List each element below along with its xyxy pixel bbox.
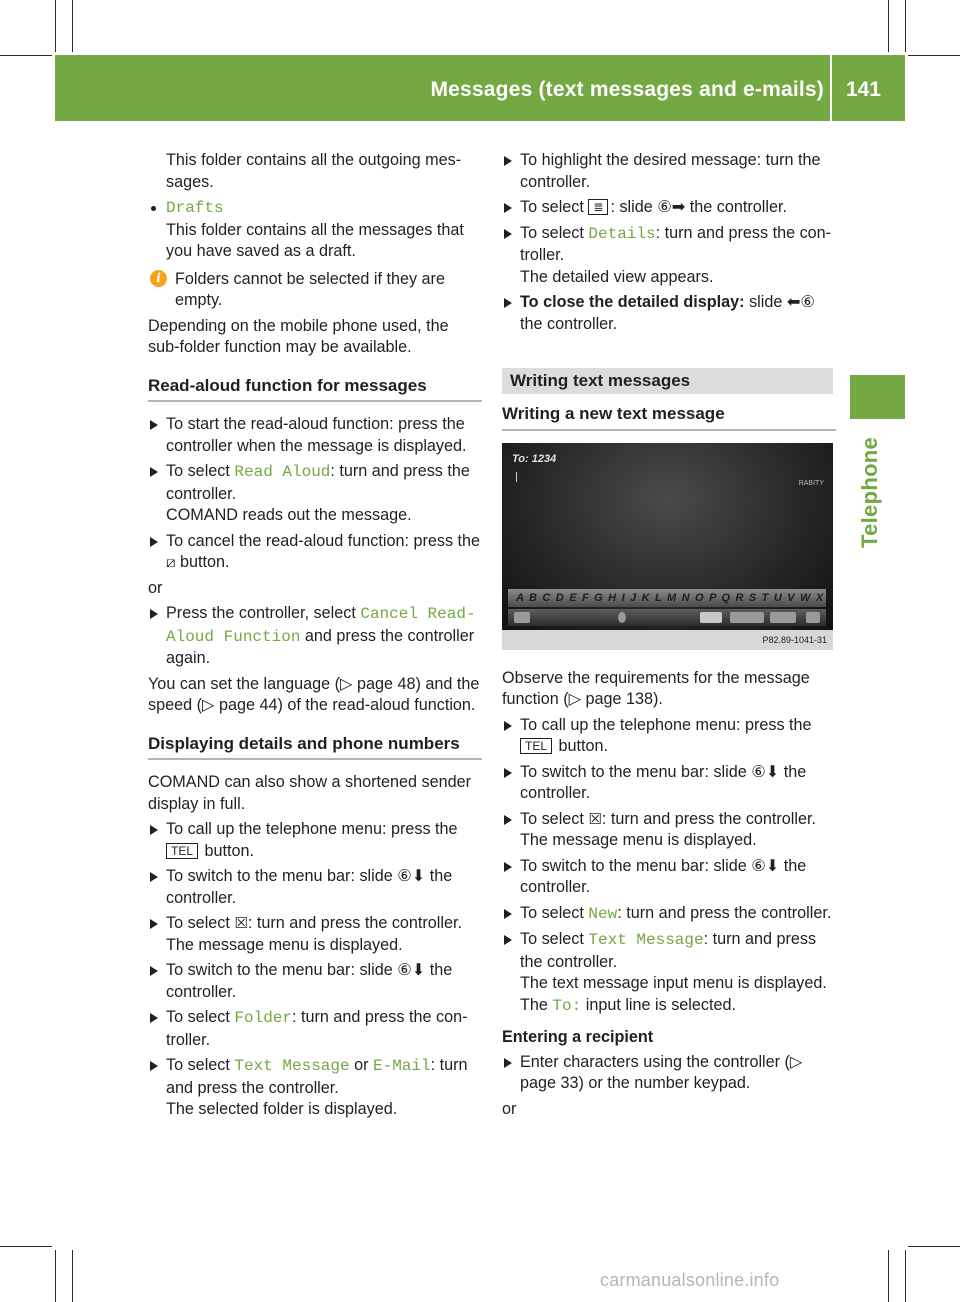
comand-screen-image bbox=[502, 443, 833, 650]
list-icon: ≣ bbox=[588, 199, 608, 215]
note-text: Folders cannot be selected if they are empty. bbox=[175, 269, 445, 309]
chapter-tab bbox=[850, 375, 905, 419]
crop-mark bbox=[72, 0, 73, 52]
step: To select ☒: turn and press the controller. The message menu is displayed. bbox=[502, 809, 836, 852]
step: To switch to the menu bar: slide ⑥⬇ the controller. bbox=[148, 866, 482, 909]
crop-mark bbox=[905, 0, 906, 52]
screen-cursor bbox=[516, 472, 517, 482]
drafts-description: This folder contains all the messages that you have saved as a draft. bbox=[166, 220, 464, 260]
tel-key-icon: TEL bbox=[166, 843, 198, 859]
header-divider bbox=[830, 55, 832, 121]
language-text: You can set the language (▷ page 48) and the speed (▷ page 44) of the read-aloud function. bbox=[148, 674, 480, 714]
crop-mark bbox=[0, 1246, 52, 1247]
menu-item-folder: Folder bbox=[234, 1009, 292, 1027]
step: To select Read Aloud: turn and press the controller. COMAND reads out the message. bbox=[148, 461, 482, 527]
envelope-icon: ☒ bbox=[588, 809, 602, 828]
screen-display bbox=[502, 443, 833, 630]
crop-mark bbox=[908, 1246, 960, 1247]
watermark: carmanualsonline.info bbox=[600, 1270, 780, 1290]
outbox-description: This folder contains all the outgoing mes-sages. bbox=[166, 151, 462, 191]
step: To select Folder: turn and press the con-troller. bbox=[148, 1007, 482, 1051]
step: To select Text Message: turn and press the controller. The text message input menu is displayed. The To: input line is selected. bbox=[502, 929, 836, 1017]
step: Enter characters using the controller (▷ page 33) or the number keypad. bbox=[502, 1052, 836, 1095]
step-result: COMAND reads out the message. bbox=[166, 506, 412, 524]
crop-mark bbox=[888, 0, 889, 52]
header-title: Messages (text messages and e-mails) bbox=[430, 78, 824, 101]
subfolder-text: Depending on the mobile phone used, the sub-folder function may be available. bbox=[148, 316, 449, 356]
crop-mark bbox=[0, 55, 52, 56]
crop-mark bbox=[55, 1250, 56, 1302]
envelope-icon: ☒ bbox=[234, 914, 248, 932]
info-icon: i bbox=[150, 270, 167, 287]
menu-item-email: E-Mail bbox=[373, 1057, 431, 1075]
menu-item-text-message: Text Message bbox=[588, 931, 704, 949]
crop-mark bbox=[905, 1250, 906, 1302]
screen-bar-item bbox=[806, 612, 820, 623]
step: To select Details: turn and press the con-troller. The detailed view appears. bbox=[502, 223, 836, 289]
step: To start the read-aloud function: press the controller when the message is displayed. bbox=[148, 414, 482, 457]
info-note bbox=[148, 269, 482, 312]
screen-keyboard: A B C D E F G H I J K L M N O P Q R S T U V W X bbox=[508, 589, 826, 607]
screen-bar-item bbox=[700, 612, 722, 623]
step: To call up the telephone menu: press the TEL button. bbox=[502, 715, 836, 758]
page-number: 141 bbox=[845, 78, 881, 101]
crop-mark bbox=[888, 1250, 889, 1302]
step: To select New: turn and press the controller. bbox=[502, 903, 836, 926]
step: To cancel the read-aloud function: press the ⧄ button. bbox=[148, 531, 482, 574]
screen-bar-item bbox=[514, 612, 530, 623]
step: To select Text Message or E-Mail: turn and press the controller. The selected folder is displayed. bbox=[148, 1055, 482, 1121]
menu-item-text-message: Text Message bbox=[234, 1057, 350, 1075]
crop-mark bbox=[72, 1250, 73, 1302]
step: Press the controller, select Cancel Read- Aloud Function and press the controller again. bbox=[148, 603, 482, 670]
heading-read-aloud: Read-aloud function for messages bbox=[148, 375, 482, 403]
step: To call up the telephone menu: press the TEL button. bbox=[148, 819, 482, 862]
step: To switch to the menu bar: slide ⑥⬇ the controller. bbox=[502, 856, 836, 899]
section-band: Writing text messages bbox=[502, 368, 833, 394]
left-column bbox=[148, 150, 482, 1125]
menu-item-read-aloud: Read Aloud bbox=[234, 463, 331, 481]
mute-button-icon: ⧄ bbox=[166, 553, 176, 571]
step: To close the detailed display: slide ⬅⑥ the controller. bbox=[502, 292, 836, 335]
step: To highlight the desired message: turn the controller. bbox=[502, 150, 836, 193]
observe-text: Observe the requirements for the message function (▷ page 138). bbox=[502, 668, 810, 708]
heading-recipient: Entering a recipient bbox=[502, 1028, 654, 1046]
menu-item-new: New bbox=[588, 904, 618, 923]
menu-item-cancel-read-aloud: Cancel Read- bbox=[360, 605, 476, 623]
step: To switch to the menu bar: slide ⑥⬇ the controller. bbox=[148, 960, 482, 1003]
menu-item-cancel-read-aloud-2: Aloud Function bbox=[166, 627, 301, 646]
screen-to-line: To: 1234 bbox=[512, 452, 557, 465]
input-line-to: To: bbox=[552, 996, 582, 1015]
heading-details: Displaying details and phone numbers bbox=[148, 733, 482, 761]
or-text: or bbox=[502, 1099, 517, 1118]
screen-mode: RABITY bbox=[798, 479, 824, 487]
page-header bbox=[55, 55, 905, 121]
or-text: or bbox=[148, 578, 163, 597]
right-column bbox=[502, 150, 836, 1124]
step: To select ≣ : slide ⑥➡ the controller. bbox=[502, 197, 836, 219]
screen-menu-bar bbox=[508, 609, 826, 626]
screen-bar-item bbox=[730, 612, 764, 623]
crop-mark bbox=[908, 55, 960, 56]
step: To switch to the menu bar: slide ⑥⬇ the controller. bbox=[502, 762, 836, 805]
menu-item-details: Details bbox=[588, 224, 656, 243]
details-intro: COMAND can also show a shortened sender display in full. bbox=[148, 773, 472, 813]
heading-new-message: Writing a new text message bbox=[502, 403, 836, 431]
tel-key-icon: TEL bbox=[520, 738, 552, 754]
step: To select ☒: turn and press the controller. The message menu is displayed. bbox=[148, 913, 482, 956]
screen-bar-item bbox=[770, 612, 796, 623]
chapter-label: Telephone bbox=[857, 436, 882, 548]
list-item-drafts bbox=[148, 197, 482, 220]
screen-bar-item bbox=[618, 612, 626, 623]
drafts-label: Drafts bbox=[166, 199, 224, 217]
image-caption: P82.89-1041-31 bbox=[502, 630, 833, 650]
crop-mark bbox=[55, 0, 56, 52]
